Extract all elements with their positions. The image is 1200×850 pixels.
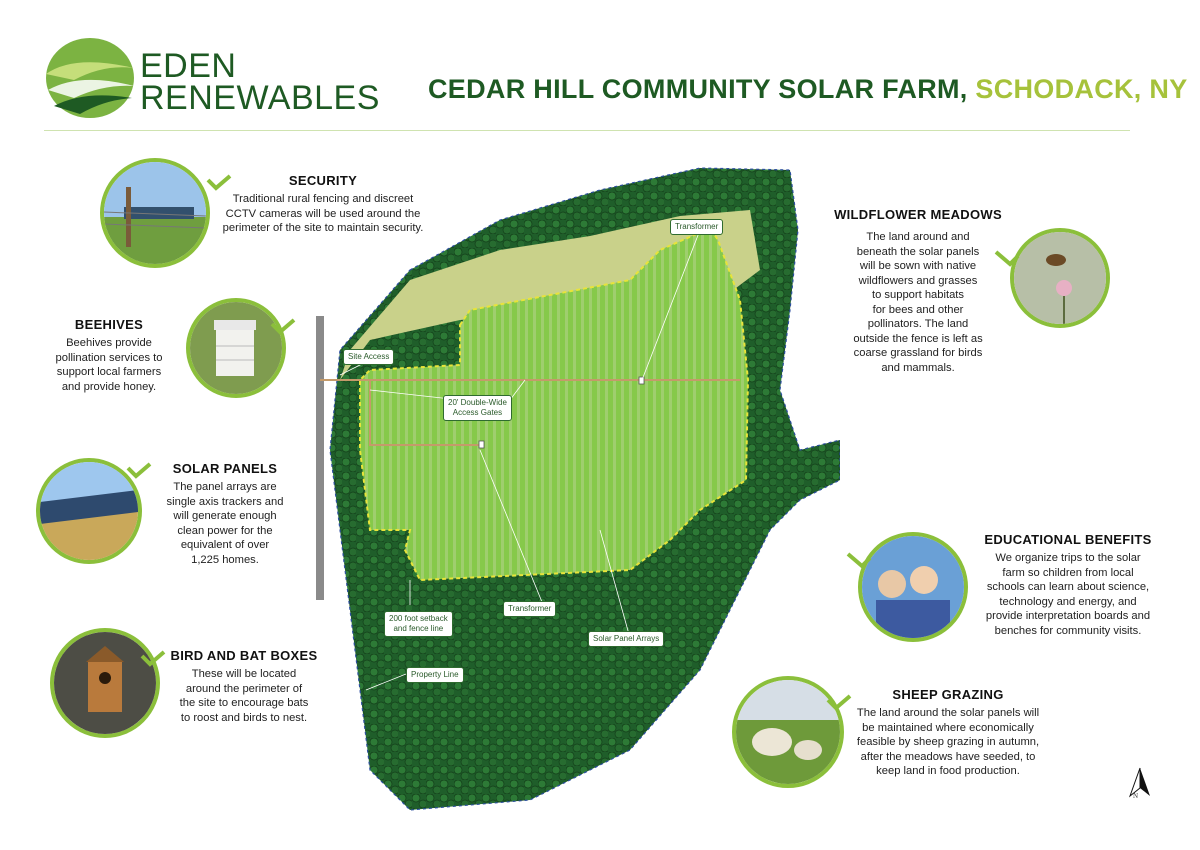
beehives-text-line: support local farmers xyxy=(56,366,162,378)
birds-text-line: the site to encourage bats xyxy=(179,697,309,709)
transformer-icon xyxy=(639,377,644,384)
education-heading: EDUCATIONAL BENEFITS xyxy=(984,532,1152,547)
sheep-heading: SHEEP GRAZING xyxy=(892,687,1004,702)
title-location: SCHODACK, NY xyxy=(975,74,1188,104)
wildflower-heading: WILDFLOWER MEADOWS xyxy=(834,207,1002,222)
access-gates-label xyxy=(443,395,512,421)
header-divider xyxy=(44,130,1130,131)
title-main: CEDAR HILL COMMUNITY SOLAR FARM, xyxy=(428,74,968,104)
north-label: N xyxy=(1133,792,1139,800)
wildflower-text-line: coarse grassland for birds xyxy=(853,347,983,359)
solar-arrays-label: Solar Panel Arrays xyxy=(588,631,664,647)
education-text-line: We organize trips to the solar xyxy=(995,552,1141,564)
wildflower-text-line: The land around and xyxy=(866,231,970,243)
beehive-check-icon xyxy=(270,318,296,336)
setback-label xyxy=(384,611,453,637)
sheep-block xyxy=(846,687,1050,779)
road xyxy=(316,316,324,600)
wildflower-text-line: pollinators. The land xyxy=(867,318,969,330)
education-text-line: farm so children from local xyxy=(1002,566,1134,579)
beehive-photo xyxy=(186,298,286,398)
solar-heading: SOLAR PANELS xyxy=(172,461,278,476)
solar-block xyxy=(150,461,300,567)
wildflower-text-line: wildflowers and grasses xyxy=(858,274,978,287)
security-text-line: Traditional rural fencing and discreet xyxy=(232,193,414,205)
birdbox-check-icon xyxy=(140,650,166,668)
solar-text-line: clean power for the xyxy=(177,524,273,537)
transformer-label-top: Transformer xyxy=(670,219,723,235)
birds-text-line: around the perimeter of xyxy=(185,682,303,695)
wildflower-photo xyxy=(1010,228,1110,328)
site-access-label: Site Access xyxy=(343,349,394,365)
access-gates-line: Access Gates xyxy=(452,408,503,417)
solar-text-line: The panel arrays are xyxy=(173,481,277,493)
brand-line1: EDEN xyxy=(140,47,237,85)
birds-text-line: These will be located xyxy=(191,668,297,680)
solar-check-icon xyxy=(126,462,152,480)
brand-line2: RENEWABLES xyxy=(140,79,380,117)
birdbox-photo xyxy=(50,628,160,738)
brand-name xyxy=(140,47,380,117)
wildflower-text-line: for bees and other xyxy=(872,303,964,316)
setback-line: and fence line xyxy=(393,624,444,633)
beehives-text-line: and provide honey. xyxy=(61,380,157,393)
setback-line: 200 foot setback xyxy=(389,614,448,623)
sheep-text-line: after the meadows have seeded, to xyxy=(860,750,1036,763)
transformer-icon xyxy=(479,441,484,448)
education-check-icon xyxy=(846,552,872,570)
wildflower-text-line: to support habitats xyxy=(871,289,965,301)
beehives-text-line: Beehives provide xyxy=(66,337,152,349)
education-text-line: provide interpretation boards and xyxy=(985,610,1151,622)
education-block xyxy=(970,532,1166,638)
education-text-line: schools can learn about science, xyxy=(986,581,1150,593)
north-arrow-icon xyxy=(1128,766,1152,802)
security-photo xyxy=(100,158,210,268)
sheep-text-line: feasible by sheep grazing in autumn, xyxy=(856,736,1040,748)
birds-heading: BIRD AND BAT BOXES xyxy=(170,648,318,663)
solar-text-line: single axis trackers and xyxy=(166,495,284,508)
solar-text-line: 1,225 homes. xyxy=(191,553,259,566)
security-heading: SECURITY xyxy=(288,173,358,188)
education-text-line: technology and energy, and xyxy=(999,595,1137,608)
access-gates-line: 20' Double-Wide xyxy=(448,398,507,407)
site-plan-map xyxy=(300,150,840,850)
wildflower-text-line: and mammals. xyxy=(881,361,955,374)
birds-block xyxy=(166,648,322,725)
wildflower-text-line: will be sown with native xyxy=(859,260,977,272)
education-text-line: benches for community visits. xyxy=(994,624,1142,637)
beehives-heading: BEEHIVES xyxy=(74,317,144,332)
solar-text-line: equivalent of over xyxy=(180,539,270,551)
wildflower-text-line: outside the fence is left as xyxy=(853,332,983,345)
solar-text-line: will generate enough xyxy=(173,510,277,522)
property-line-label: Property Line xyxy=(406,667,464,683)
beehives-block xyxy=(34,317,184,394)
security-text-line: perimeter of the site to maintain security. xyxy=(222,222,424,234)
education-photo xyxy=(858,532,968,642)
page-title xyxy=(428,74,1188,105)
beehives-text-line: pollination services to xyxy=(55,351,163,364)
security-text-line: CCTV cameras will be used around the xyxy=(225,207,421,220)
sheep-text-line: keep land in food production. xyxy=(876,765,1020,777)
wildflower-block xyxy=(828,207,1008,375)
wildflower-text-line: beneath the solar panels xyxy=(856,245,980,258)
sheep-text-line: The land around the solar panels will xyxy=(856,707,1040,719)
sheep-text-line: be maintained where economically xyxy=(862,721,1034,734)
transformer-label-bottom: Transformer xyxy=(503,601,556,617)
birds-text-line: to roost and birds to nest. xyxy=(180,711,308,724)
